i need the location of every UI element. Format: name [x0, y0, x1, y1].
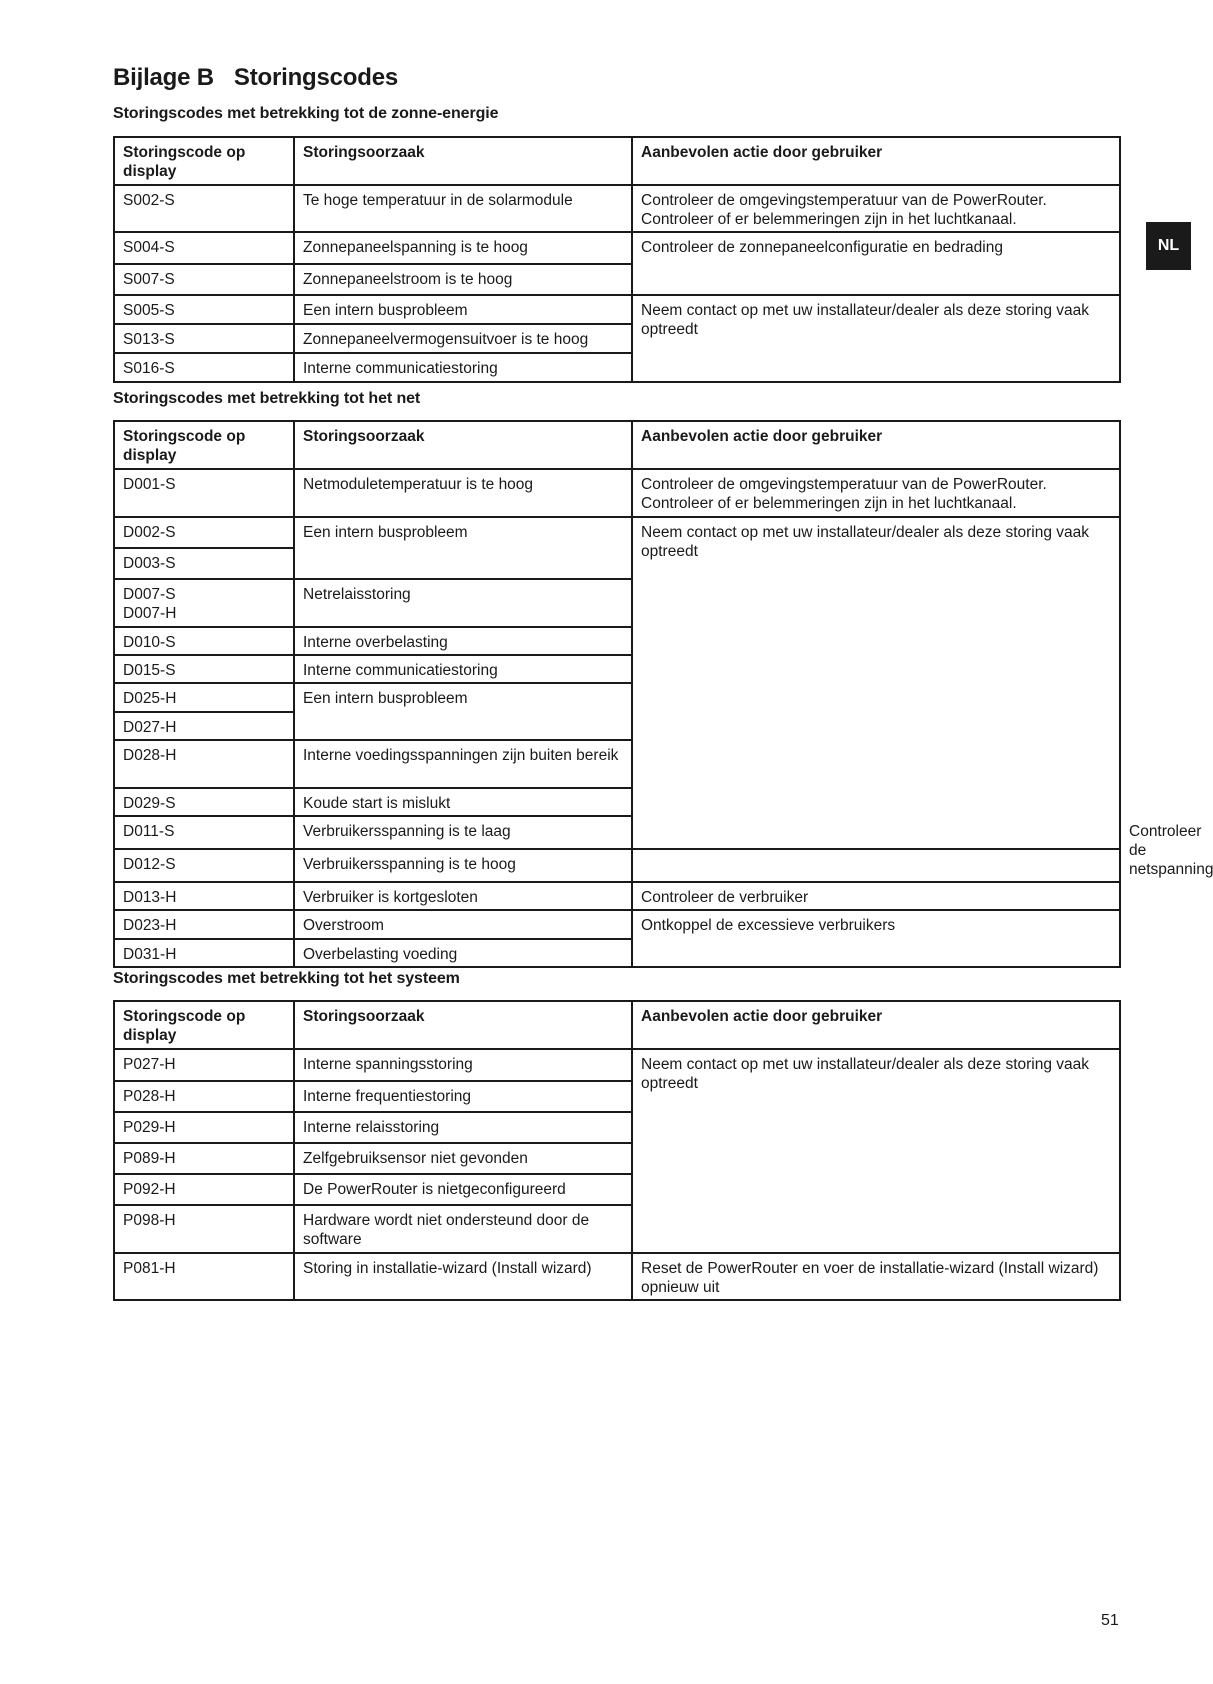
page-number: 51	[1101, 1612, 1119, 1629]
error-cause: Interne communicatiestoring	[294, 353, 632, 382]
error-cause: Storing in installatie-wizard (Install wizard)	[294, 1253, 632, 1300]
appendix-title: Storingscodes	[233, 64, 399, 91]
column-header-cause: Storingsoorzaak	[294, 1001, 632, 1049]
error-cause: Hardware wordt niet ondersteund door de software	[294, 1205, 632, 1253]
error-code: P092-H	[114, 1174, 294, 1205]
error-cause: Interne overbelasting	[294, 627, 632, 655]
table-row	[114, 232, 1120, 264]
table-row	[114, 469, 1120, 517]
error-cause: Zonnepaneelvermogensuitvoer is te hoog	[294, 324, 632, 353]
column-header-code: Storingscode op display	[114, 137, 294, 185]
table-row	[114, 517, 1120, 548]
error-code: D002-S	[114, 517, 294, 548]
error-cause: Netmoduletemperatuur is te hoog	[294, 469, 632, 517]
error-code-hard: D007-H	[123, 605, 177, 622]
recommended-action: Controleer de zonnepaneelconfiguratie en bedrading	[632, 232, 1120, 295]
table-row	[114, 910, 1120, 939]
column-header-code: Storingscode op display	[114, 1001, 294, 1049]
error-code: D003-S	[114, 548, 294, 579]
solar-codes-table	[113, 136, 1121, 383]
section-heading-grid: Storingscodes met betrekking tot het net	[113, 390, 421, 407]
error-cause: Zonnepaneelspanning is te hoog	[294, 232, 632, 264]
error-cause: Een intern busprobleem	[294, 295, 632, 324]
error-code: D010-S	[114, 627, 294, 655]
recommended-action: Controleer de omgevingstemperatuur van de PowerRouter. Controleer of er belemmeringen zijn in het luchtkanaal.	[632, 469, 1120, 517]
error-cause: Een intern busprobleem	[294, 683, 632, 740]
recommended-action: Ontkoppel de excessieve verbruikers	[632, 910, 1120, 967]
table-row	[114, 849, 1120, 882]
recommended-action: Neem contact op met uw installateur/dealer als deze storing vaak optreedt	[632, 517, 1120, 849]
column-header-action: Aanbevolen actie door gebruiker	[632, 1001, 1120, 1049]
error-cause: Verbruiker is kortgesloten	[294, 882, 632, 910]
recommended-action: Reset de PowerRouter en voer de installatie-wizard (Install wizard) opnieuw uit	[632, 1253, 1120, 1300]
table-header-row	[114, 137, 1120, 185]
error-code	[114, 579, 294, 627]
error-cause: Verbruikersspanning is te hoog	[294, 849, 632, 882]
error-cause: Interne frequentiestoring	[294, 1081, 632, 1112]
section-heading-system: Storingscodes met betrekking tot het systeem	[113, 970, 460, 987]
error-cause: Interne communicatiestoring	[294, 655, 632, 683]
section-heading-solar: Storingscodes met betrekking tot de zonne-energie	[113, 105, 499, 122]
error-code: D027-H	[114, 712, 294, 740]
recommended-action: Controleer de verbruiker	[632, 882, 1120, 910]
page-title	[113, 64, 398, 92]
error-code: D011-S	[114, 816, 294, 849]
table-row	[114, 882, 1120, 910]
table-row	[114, 1049, 1120, 1081]
error-code: D023-H	[114, 910, 294, 939]
error-code: D025-H	[114, 683, 294, 712]
error-code: S013-S	[114, 324, 294, 353]
error-code: D029-S	[114, 788, 294, 816]
appendix-label: Bijlage B	[113, 64, 214, 91]
recommended-action: Neem contact op met uw installateur/dealer als deze storing vaak optreedt	[632, 295, 1120, 382]
table-header-row	[114, 421, 1120, 469]
column-header-code: Storingscode op display	[114, 421, 294, 469]
grid-codes-table	[113, 420, 1213, 968]
error-code: P089-H	[114, 1143, 294, 1174]
error-code: P098-H	[114, 1205, 294, 1253]
error-cause: Interne relaisstoring	[294, 1112, 632, 1143]
table-row	[114, 1253, 1120, 1300]
error-cause: Netrelaisstoring	[294, 579, 632, 627]
error-cause: Interne spanningsstoring	[294, 1049, 632, 1081]
column-header-action: Aanbevolen actie door gebruiker	[632, 421, 1120, 469]
error-code: S002-S	[114, 185, 294, 232]
error-code: S007-S	[114, 264, 294, 295]
error-code: D028-H	[114, 740, 294, 788]
error-code: P029-H	[114, 1112, 294, 1143]
column-header-cause: Storingsoorzaak	[294, 137, 632, 185]
column-header-action: Aanbevolen actie door gebruiker	[632, 137, 1120, 185]
language-tab: NL	[1146, 222, 1191, 270]
table-header-row	[114, 1001, 1120, 1049]
error-cause: Verbruikersspanning is te laag	[294, 816, 632, 849]
error-cause: Overstroom	[294, 910, 632, 939]
table-row	[114, 185, 1120, 232]
error-code: S004-S	[114, 232, 294, 264]
error-code: D015-S	[114, 655, 294, 683]
error-code: D031-H	[114, 939, 294, 967]
recommended-action: Controleer de omgevingstemperatuur van de PowerRouter. Controleer of er belemmeringen zijn in het luchtkanaal.	[632, 185, 1120, 232]
error-cause: Koude start is mislukt	[294, 788, 632, 816]
error-cause: De PowerRouter is nietgeconfigureerd	[294, 1174, 632, 1205]
table-row: D011-S Verbruikersspanning is te laag Controleer de netspanning	[114, 816, 1120, 849]
error-code: D001-S	[114, 469, 294, 517]
error-cause: Te hoge temperatuur in de solarmodule	[294, 185, 632, 232]
error-code: D012-S	[114, 849, 294, 882]
error-code: D013-H	[114, 882, 294, 910]
column-header-cause: Storingsoorzaak	[294, 421, 632, 469]
error-code: P081-H	[114, 1253, 294, 1300]
recommended-action: Neem contact op met uw installateur/dealer als deze storing vaak optreedt	[632, 1049, 1120, 1253]
error-code: S016-S	[114, 353, 294, 382]
system-codes-table	[113, 1000, 1121, 1301]
error-code: P028-H	[114, 1081, 294, 1112]
error-code: P027-H	[114, 1049, 294, 1081]
error-cause: Zonnepaneelstroom is te hoog	[294, 264, 632, 295]
error-cause: Zelfgebruiksensor niet gevonden	[294, 1143, 632, 1174]
table-row	[114, 295, 1120, 324]
error-code: S005-S	[114, 295, 294, 324]
error-cause: Overbelasting voeding	[294, 939, 632, 967]
error-cause: Interne voedingsspanningen zijn buiten bereik	[294, 740, 632, 788]
error-code-soft: D007-S	[123, 586, 176, 603]
error-cause: Een intern busprobleem	[294, 517, 632, 579]
